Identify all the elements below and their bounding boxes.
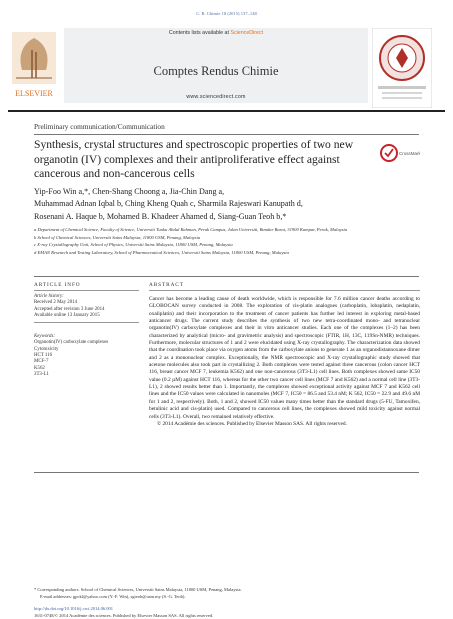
journal-cover-image: [372, 28, 432, 108]
article-history: [34, 294, 139, 319]
author-line: Muhammad Adnan Iqbal b, Ching Kheng Quah c, Sharmila Rajeswari Kanupath d,: [34, 199, 303, 209]
email-addresses: E-mail addresses: gpckl@yahoo.com (Y.-F. Win), sgteoh@usm.my (S.-G. Teoh).: [40, 593, 186, 599]
corresponding-authors: * Corresponding authors. School of Chemical Sciences, Universiti Sains Malaysia, 11800 USM, Penang, Malaysia.: [34, 587, 242, 592]
history-item: Received 2 May 2014: [34, 300, 78, 306]
elsevier-logo: [8, 30, 60, 104]
divider: [34, 290, 139, 291]
crossmark-label: CrossMark: [399, 151, 420, 156]
keyword: HCT 116: [34, 353, 53, 359]
masthead-rule: [8, 110, 445, 112]
history-label: Article history:: [34, 294, 64, 299]
divider: [34, 276, 419, 277]
divider: [34, 472, 419, 473]
article-title: Synthesis, crystal structures and spectroscopic properties of two new organotin (IV) complexes and their antiproliferative effect against cancerous and non-cancerous cells: [34, 138, 354, 180]
affiliation: a Department of Chemical Science, Faculty of Science, Universiti Tunku Abdul Rahman, Perak Campus, Jalan Universiti, Bandar Barat, 31900 Kampar, Perak, Malaysia: [34, 227, 348, 232]
keywords-label: Keywords:: [34, 334, 56, 339]
keyword: K562: [34, 365, 45, 371]
affiliation: b School of Chemical Sciences, Universiti Sains Malaysia, 11800 USM, Penang, Malaysia: [34, 234, 201, 240]
journal-url[interactable]: www.sciencedirect.com: [186, 94, 246, 100]
contents-available-prefix: Contents lists available at: [168, 30, 231, 36]
author-line: Rosenani A. Haque b, Mohamed B. Khadeer Ahamed d, Siang-Guan Teoh b,*: [34, 211, 287, 221]
keyword: Organotin(IV) carboxylate complexes: [34, 340, 109, 346]
keywords: [34, 334, 139, 378]
affiliations: [34, 226, 419, 256]
elsevier-wordmark: ELSEVIER: [15, 89, 53, 98]
journal-name: Comptes Rendus Chimie: [153, 64, 279, 78]
author-list: [34, 186, 419, 223]
keyword: 3T3-L1: [34, 372, 49, 378]
crossmark-badge[interactable]: [380, 142, 420, 164]
doi-link[interactable]: http://dx.doi.org/10.1016/j.crci.2014.06.001: [34, 606, 114, 611]
abstract-heading: ABSTRACT: [149, 282, 184, 288]
divider: [34, 322, 139, 323]
copyright-line: © 2014 Académie des sciences. Published by Elsevier Masson SAS. All rights reserved.: [157, 420, 347, 427]
history-item: Available online 13 January 2015: [34, 313, 100, 319]
article-info-heading: ARTICLE INFO: [34, 282, 81, 288]
abstract-body: [149, 296, 420, 428]
divider: [34, 134, 419, 135]
affiliation: d EMAN Research and Testing Laboratory, School of Pharmaceutical Sciences, Universiti Sains Malaysia, 11800 USM, Penang, Malaysia: [34, 249, 289, 255]
sciencedirect-link[interactable]: ScienceDirect: [230, 30, 264, 36]
journal-citation: C. R. Chimie 18 (2015) 137–148: [196, 11, 257, 16]
abstract-text: Cancer has become a leading cause of death worldwide, which is responsible for 7.6 million cancer deaths according to GLOBOCAN survey conducted in 2008. The exploration of cis-platin analogues (carboplatin, lobaplatin, nedaplatin, oxaliplatin) and their incorporation to the treatment of cancer patients has further led interest in exploring metal-based anticancer drugs. The current study describes the synthesis of two new tetra-coordinated mono- and tetranuclear organotin(IV) carboxylate complexes and their in vitro anticancer studies. Each one of the complexes (1–2) has been characterized by analytical (micro- and gravimetric analysis) and spectroscopic (FTIR, 1H, 13C, 119Sn-NMR) techniques. Furthermore, molecular structures of 1 and 2 were elucidated using X-ray crystallography. The characterization data showed that the coordination took place via oxygen atoms from the carboxylate anions to generate 1 as an organodistannoxane dimer and 2 as a mononuclear complex. Exceptionally, the NMR spectroscopic and X-ray crystallographic study showed that acetone molecules also took part in crystallizing 2. Both complexes were tested against three cancerous (colon cancer HCT 116, breast cancer MCF 7, leukemia K562) and one non-cancerous (3T3-L1) cell lines. Both complexes showed same IC50 value (0.2 µM) against HCT 116, whereas for the other two cancer cell lines (MCF 7 and K562) and a normal cell line (3T3-L1), 2 showed results better than 1. Importantly, the complexes showed exceptional activity against MCF 7 and K562 cell lines and the IC50 values were calculated in nanomoles (MCF 7, IC50 = 86.5 and 53.4 nM; K 562, IC50 = 22.9 and 49.6 nM for 1 and 2, respectively). Both, 1 and 2, showed IC50 values many times better than the standard drugs (5-FU, Tamoxifen, betulinic acid and cis-platin) used. Compared to cancerous cell lines, the complexes showed mild toxicity against normal cells (3T3-L1). Overall, two remained relatively effective.: [149, 296, 420, 420]
history-item: Accepted after revision 3 June 2014: [34, 306, 105, 312]
article-type: Preliminary communication/Communication: [34, 122, 165, 131]
keyword: MCF-7: [34, 359, 49, 365]
contents-available: [64, 30, 368, 36]
divider: [149, 290, 420, 291]
issn-line: 1631-0748/© 2014 Académie des sciences. Published by Elsevier Masson SAS. All rights reserved.: [34, 612, 214, 618]
keyword: Cytotoxicity: [34, 346, 59, 352]
footnote: [34, 587, 419, 619]
author-line: Yip-Foo Win a,*, Chen-Shang Choong a, Jia-Chin Dang a,: [34, 187, 225, 196]
affiliation: c X-ray Crystallography Unit, School of Physics, Universiti Sains Malaysia, 11800 USM, Penang, Malaysia: [34, 242, 233, 247]
